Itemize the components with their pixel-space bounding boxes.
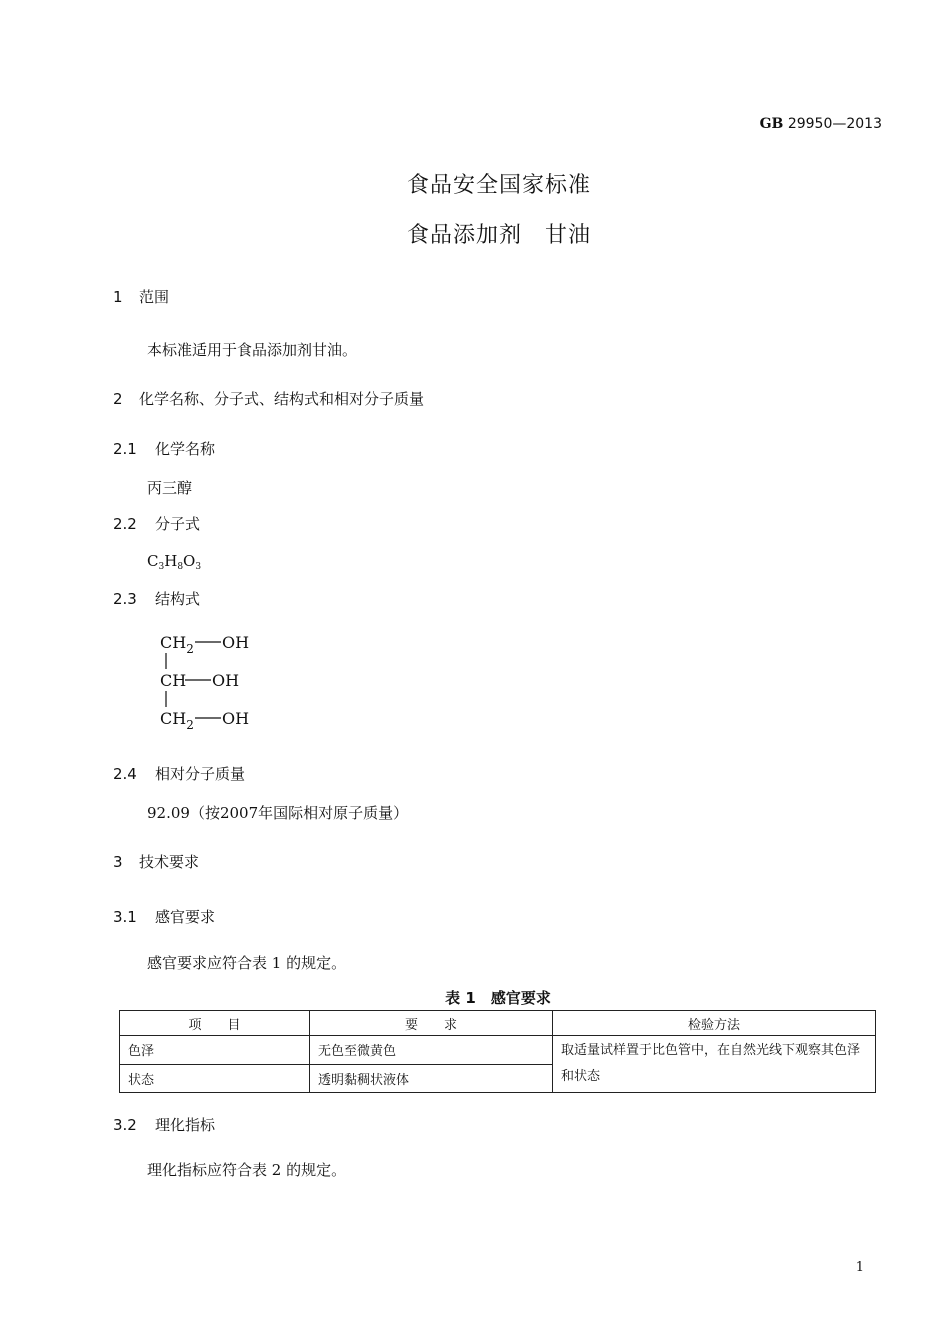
section-number: 2.2	[113, 515, 137, 533]
cell-item: 状态	[120, 1064, 310, 1093]
section-number: 2.4	[113, 765, 137, 783]
section-number: 2	[113, 390, 123, 408]
section-title: 范围	[139, 288, 170, 306]
section-number: 2.1	[113, 440, 137, 458]
standard-code	[760, 116, 882, 132]
section-3-2-text: 理化指标应符合表 2 的规定。	[147, 1161, 347, 1179]
standard-code-prefix: GB	[759, 116, 784, 132]
section-3-2-heading	[113, 1114, 215, 1135]
section-title: 化学名称、分子式、结构式和相对分子质量	[139, 390, 425, 408]
table-1-caption: 表 1 感官要求	[445, 989, 551, 1007]
document-subtitle: 食品添加剂 甘油	[406, 223, 591, 248]
section-2-2-heading	[113, 513, 200, 534]
ch2-bottom: $CH_2$	[160, 709, 194, 732]
page-number: 1	[855, 1260, 864, 1275]
section-2-3-heading	[113, 588, 200, 609]
ch2-top: $CH_2$	[160, 633, 194, 656]
section-number: 2.3	[113, 590, 137, 608]
section-1-text: 本标准适用于食品添加剂甘油。	[147, 341, 358, 359]
oh-top: OH	[222, 633, 250, 652]
oh-bottom: OH	[222, 709, 250, 728]
section-3-1-heading	[113, 906, 215, 927]
oh-middle: OH	[212, 671, 240, 690]
sensory-requirements-table	[119, 1010, 876, 1093]
document-title: 食品安全国家标准	[406, 173, 591, 198]
ch-middle: CH	[160, 671, 187, 690]
section-title: 相对分子质量	[155, 765, 246, 783]
section-title: 化学名称	[155, 440, 216, 458]
molecular-mass: 92.09（按2007年国际相对原子质量）	[147, 804, 409, 822]
section-title: 分子式	[155, 515, 201, 533]
cell-method: 取适量试样置于比色管中，在自然光线下观察其色泽和状态	[553, 1036, 876, 1093]
section-title: 结构式	[155, 590, 201, 608]
section-1-heading	[113, 286, 169, 307]
section-2-1-heading	[113, 438, 215, 459]
section-title: 理化指标	[155, 1116, 216, 1134]
section-title: 技术要求	[139, 853, 200, 871]
section-2-4-heading	[113, 763, 245, 784]
standard-code-number: 29950—2013	[787, 116, 882, 132]
structural-formula	[155, 626, 265, 736]
cell-requirement: 透明黏稠状液体	[310, 1064, 553, 1093]
section-3-heading	[113, 851, 199, 872]
molecular-formula: $C_3H_8O_3$	[147, 552, 202, 572]
section-number: 3.2	[113, 1116, 137, 1134]
cell-requirement: 无色至微黄色	[310, 1036, 553, 1065]
section-3-1-text: 感官要求应符合表 1 的规定。	[147, 954, 347, 972]
table-row	[120, 1036, 876, 1065]
section-number: 3.1	[113, 908, 137, 926]
header-requirement: 要 求	[310, 1011, 553, 1036]
section-2-heading	[113, 388, 424, 409]
cell-item: 色泽	[120, 1036, 310, 1065]
chemical-name: 丙三醇	[147, 479, 193, 497]
header-method: 检验方法	[553, 1011, 876, 1036]
section-number: 3	[113, 853, 123, 871]
table-header-row	[120, 1011, 876, 1036]
header-item: 项 目	[120, 1011, 310, 1036]
section-title: 感官要求	[155, 908, 216, 926]
section-number: 1	[113, 288, 123, 306]
